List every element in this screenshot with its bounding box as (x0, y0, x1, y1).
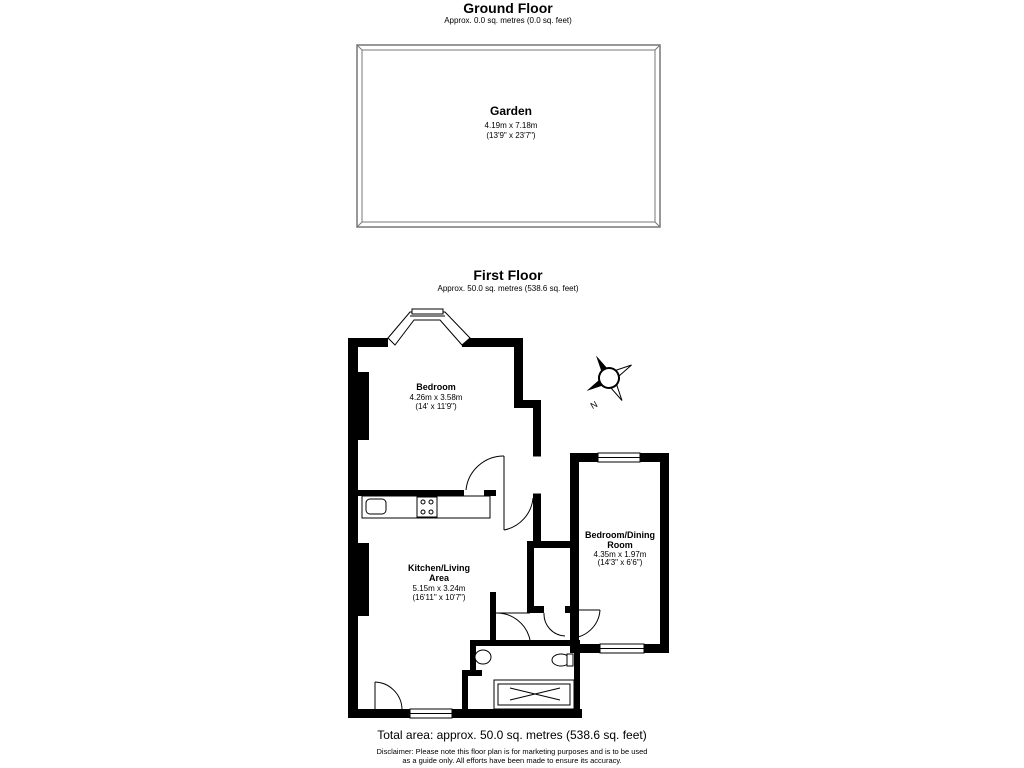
garden-dimensions-metric: 4.19m x 7.18m (484, 121, 538, 130)
kitchen-dimensions-metric: 5.15m x 3.24m (412, 584, 466, 593)
garden-label: Garden (489, 104, 532, 118)
kitchen-label-line1: Kitchen/Living (407, 563, 470, 573)
bedroom-dining-label-line1: Bedroom/Dining (585, 530, 655, 540)
bedroom-dining-dimensions-imperial: (14'3" x 6'6") (597, 558, 643, 567)
kitchen-dimensions-imperial: (16'11" x 10'7") (412, 593, 466, 602)
first-floor-title: First Floor (473, 267, 543, 283)
bedroom-dimensions-imperial: (14' x 11'9") (415, 402, 457, 411)
total-area: Total area: approx. 50.0 sq. metres (538.6 sq. feet) (377, 728, 647, 742)
disclaimer-line1: Disclaimer: Please note this floor plan is for marketing purposes and is to be used (376, 747, 648, 756)
bedroom-dining-label-line2: Room (607, 540, 633, 550)
bedroom-label: Bedroom (416, 382, 456, 392)
kitchen-units (362, 496, 490, 518)
compass-icon (573, 342, 644, 413)
bay-window (388, 309, 470, 345)
ground-floor-title: Ground Floor (463, 0, 553, 16)
garden-dimensions-imperial: (13'9" x 23'7") (486, 131, 536, 140)
bedroom-dimensions-metric: 4.26m x 3.58m (409, 393, 463, 402)
ground-floor-area: Approx. 0.0 sq. metres (0.0 sq. feet) (444, 16, 572, 25)
bedroom-dining-dimensions-metric: 4.35m x 1.97m (593, 550, 647, 559)
kitchen-label-line2: Area (428, 573, 449, 583)
first-floor-area: Approx. 50.0 sq. metres (538.6 sq. feet) (437, 284, 579, 293)
bathroom-fittings (475, 650, 574, 709)
disclaimer-line2: as a guide only. All efforts have been made to ensure its accuracy. (402, 756, 622, 765)
compass-north-label: N (588, 399, 600, 411)
